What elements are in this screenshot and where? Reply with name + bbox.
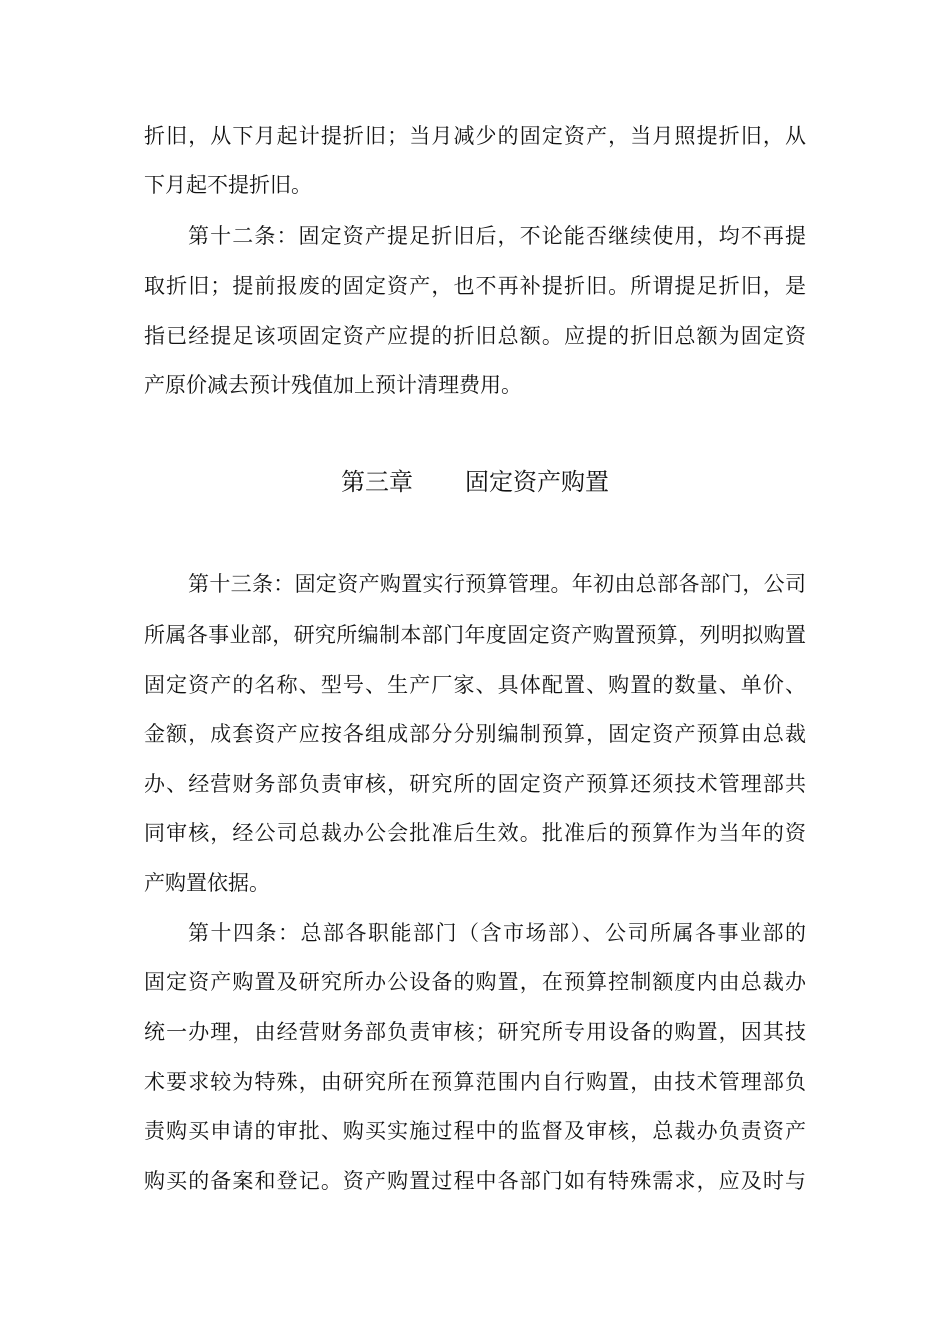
paragraph-line: 下月起不提折旧。 — [144, 173, 312, 197]
article-12-line: 指已经提足该项固定资产应提的折旧总额。应提的折旧总额为固定资 — [144, 324, 806, 348]
article-13-line: 办、经营财务部负责审核，研究所的固定资产预算还须技术管理部共 — [144, 772, 806, 796]
article-14-line: 购买的备案和登记。资产购置过程中各部门如有特殊需求，应及时与 — [144, 1169, 806, 1193]
article-13-line: 固定资产的名称、型号、生产厂家、具体配置、购置的数量、单价、 — [144, 673, 806, 697]
article-13-line: 同审核，经公司总裁办公会批准后生效。批准后的预算作为当年的资 — [144, 821, 806, 845]
article-14-line: 统一办理，由经营财务部负责审核；研究所专用设备的购置，因其技 — [144, 1020, 806, 1044]
article-14-line: 固定资产购置及研究所办公设备的购置，在预算控制额度内由总裁办 — [144, 970, 806, 994]
paragraph-line: 折旧，从下月起计提折旧；当月减少的固定资产，当月照提折旧，从 — [144, 124, 806, 148]
article-13-line: 所属各事业部，研究所编制本部门年度固定资产购置预算，列明拟购置 — [144, 623, 806, 647]
chapter-number: 第三章 — [341, 468, 413, 496]
article-13-line: 金额，成套资产应按各组成部分分别编制预算，固定资产预算由总裁 — [144, 722, 806, 746]
article-14-line: 责购买申请的审批、购买实施过程中的监督及审核，总裁办负责资产 — [144, 1119, 806, 1143]
article-14-line: 术要求较为特殊，由研究所在预算范围内自行购置，由技术管理部负 — [144, 1070, 806, 1094]
article-14-line: 第十四条：总部各职能部门（含市场部）、公司所属各事业部的 — [188, 921, 806, 945]
article-13-line: 产购置依据。 — [144, 871, 270, 895]
article-12-line: 第十二条：固定资产提足折旧后，不论能否继续使用，均不再提 — [188, 224, 806, 248]
chapter-heading — [0, 466, 950, 498]
article-12-line: 取折旧；提前报废的固定资产，也不再补提折旧。所谓提足折旧，是 — [144, 274, 806, 298]
article-12-line: 产原价减去预计残值加上预计清理费用。 — [144, 373, 522, 397]
article-13-line: 第十三条：固定资产购置实行预算管理。年初由总部各部门，公司 — [188, 572, 806, 596]
chapter-title: 固定资产购置 — [465, 468, 609, 496]
